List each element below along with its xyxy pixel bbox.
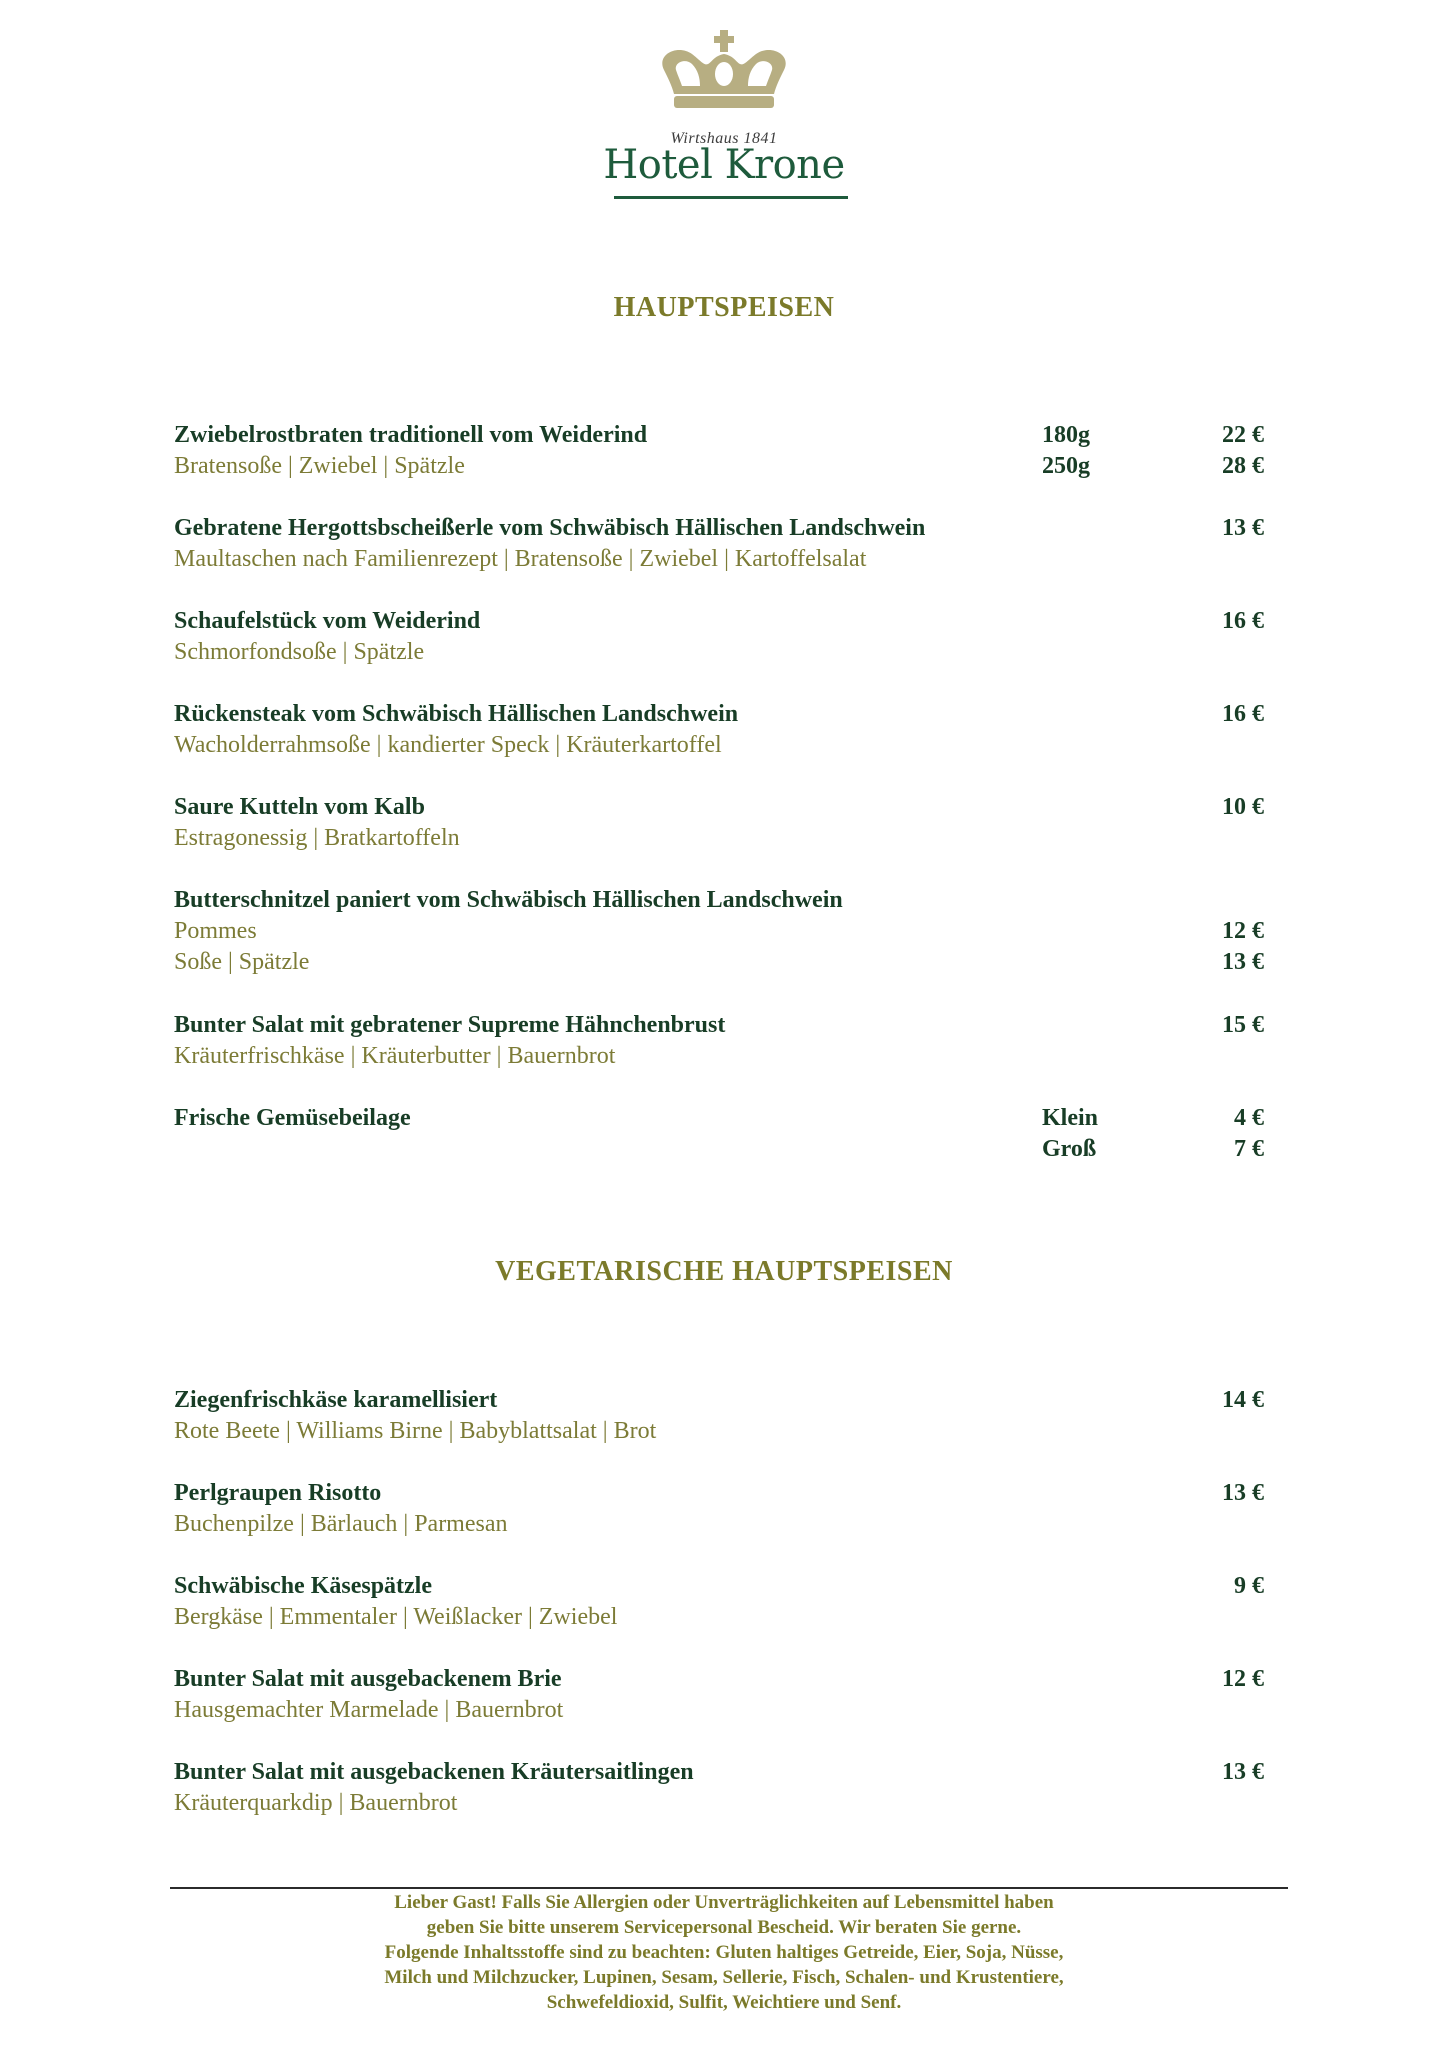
item-description: Buchenpilze | Bärlauch | Parmesan	[174, 1511, 508, 1537]
item-name: Ziegenfrischkäse karamellisiert	[174, 1387, 498, 1413]
menu-item	[174, 420, 1264, 482]
menu-item	[174, 1010, 1264, 1072]
item-price: 13 €	[1222, 1759, 1264, 1785]
item-price: 13 €	[1222, 1480, 1264, 1506]
item-price: 22 €	[1222, 422, 1264, 448]
menu-item	[174, 513, 1264, 575]
item-price: 14 €	[1222, 1387, 1264, 1413]
item-price: 16 €	[1222, 701, 1264, 727]
menu-item	[174, 1571, 1264, 1633]
menu-item	[174, 1664, 1264, 1726]
brand-name: Hotel Krone	[603, 142, 845, 188]
menu-item	[174, 606, 1264, 668]
item-name: Schaufelstück vom Weiderind	[174, 608, 481, 634]
menu-item	[174, 699, 1264, 761]
item-size: 250g	[1042, 453, 1090, 479]
allergy-notice-line: geben Sie bitte unserem Servicepersonal Bescheid. Wir beraten Sie gerne.	[426, 1917, 1022, 1938]
menu-item	[174, 885, 1264, 978]
item-description: Hausgemachter Marmelade | Bauernbrot	[174, 1697, 564, 1723]
item-size: 180g	[1042, 422, 1090, 448]
item-option-label: Soße | Spätzle	[174, 949, 310, 975]
item-price: 12 €	[1222, 1666, 1264, 1692]
menu-item	[174, 792, 1264, 854]
allergy-notice-line: Milch und Milchzucker, Lupinen, Sesam, Sellerie, Fisch, Schalen- und Krustentiere,	[384, 1967, 1064, 1988]
item-description: Rote Beete | Williams Birne | Babyblattsalat | Brot	[174, 1418, 657, 1444]
crown-icon	[656, 30, 792, 114]
item-name: Zwiebelrostbraten traditionell vom Weiderind	[174, 422, 648, 448]
item-price: 13 €	[1222, 515, 1264, 541]
item-size: Klein	[1042, 1105, 1099, 1131]
item-name: Rückensteak vom Schwäbisch Hällischen Landschwein	[174, 701, 739, 727]
logo-tagline: Wirtshaus 1841	[670, 130, 778, 147]
item-description: Bratensoße | Zwiebel | Spätzle	[174, 453, 465, 479]
brand-underline	[614, 196, 848, 199]
item-name: Frische Gemüsebeilage	[174, 1105, 411, 1131]
item-price: 16 €	[1222, 608, 1264, 634]
item-price: 7 €	[1234, 1136, 1264, 1162]
item-description: Bergkäse | Emmentaler | Weißlacker | Zwiebel	[174, 1604, 618, 1630]
item-description: Maultaschen nach Familienrezept | Bratensoße | Zwiebel | Kartoffelsalat	[174, 546, 867, 572]
item-name: Schwäbische Käsespätzle	[174, 1573, 432, 1599]
item-size: Groß	[1042, 1136, 1097, 1162]
footer-divider	[170, 1887, 1288, 1889]
item-description: Kräuterfrischkäse | Kräuterbutter | Bauernbrot	[174, 1043, 616, 1069]
item-description: Kräuterquarkdip | Bauernbrot	[174, 1790, 458, 1816]
allergy-notice-line: Folgende Inhaltsstoffe sind zu beachten: Gluten haltiges Getreide, Eier, Soja, Nüsse,	[384, 1942, 1064, 1963]
menu-item	[174, 1385, 1264, 1447]
item-description: Estragonessig | Bratkartoffeln	[174, 825, 460, 851]
section-title-hauptspeisen: HAUPTSPEISEN	[613, 292, 835, 323]
item-option-label: Pommes	[174, 918, 257, 944]
item-price: 12 €	[1222, 918, 1264, 944]
item-name: Bunter Salat mit ausgebackenen Kräutersaitlingen	[174, 1759, 694, 1785]
menu-item	[174, 1757, 1264, 1819]
item-price: 15 €	[1222, 1012, 1264, 1038]
item-price: 4 €	[1234, 1105, 1264, 1131]
item-price: 10 €	[1222, 794, 1264, 820]
menu-item	[174, 1478, 1264, 1540]
item-name: Gebratene Hergottsbscheißerle vom Schwäbisch Hällischen Landschwein	[174, 515, 926, 541]
item-price: 13 €	[1222, 949, 1264, 975]
item-description: Wacholderrahmsoße | kandierter Speck | Kräuterkartoffel	[174, 732, 722, 758]
item-name: Butterschnitzel paniert vom Schwäbisch Hällischen Landschwein	[174, 887, 843, 913]
item-name: Bunter Salat mit gebratener Supreme Hähnchenbrust	[174, 1012, 726, 1038]
item-name: Perlgraupen Risotto	[174, 1480, 382, 1506]
allergy-notice	[0, 1890, 1448, 2015]
item-name: Bunter Salat mit ausgebackenem Brie	[174, 1666, 562, 1692]
allergy-notice-line: Schwefeldioxid, Sulfit, Weichtiere und Senf.	[546, 1992, 902, 2013]
menu-item	[174, 1103, 1264, 1165]
item-price: 9 €	[1234, 1573, 1264, 1599]
allergy-notice-line: Lieber Gast! Falls Sie Allergien oder Unverträglichkeiten auf Lebensmittel haben	[394, 1892, 1054, 1913]
item-name: Saure Kutteln vom Kalb	[174, 794, 425, 820]
item-description: Schmorfondsoße | Spätzle	[174, 639, 425, 665]
section-title-vegetarische-hauptspeisen: VEGETARISCHE HAUPTSPEISEN	[495, 1256, 953, 1287]
item-price: 28 €	[1222, 453, 1264, 479]
